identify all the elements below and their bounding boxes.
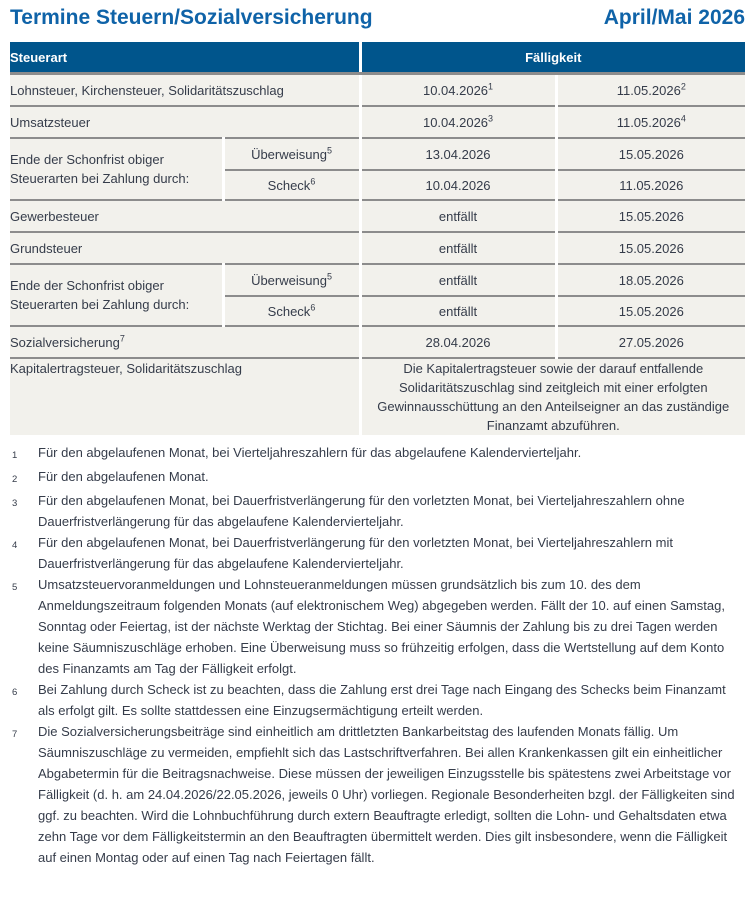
footnote-text: Für den abgelaufenen Monat, bei Dauerfristverlängerung für den vorletzten Monat, bei Vierteljahreszahlern mit Dauerfristverlängerung für das abgelaufene Kalendervierteljahr. (38, 535, 673, 571)
due-date-april: entfällt (360, 232, 556, 264)
due-date-april: 28.04.2026 (360, 326, 556, 358)
tax-type-label: Ende der Schonfrist obiger Steuerarten bei Zahlung durch: (10, 264, 223, 326)
payment-method-label: Überweisung$^5$ (223, 264, 360, 296)
footnote-text: Für den abgelaufenen Monat. (38, 469, 209, 484)
footnote-marker: 2 (12, 474, 18, 485)
footnote-ref: 5 (326, 271, 332, 282)
due-date-april: 10.04.2026$^3$ (360, 106, 556, 138)
due-date-may: 11.05.2026$^4$ (556, 106, 745, 138)
due-date-may: 11.05.2026$^2$ (556, 74, 745, 107)
due-date-may: 11.05.2026 (556, 170, 745, 200)
footnote-marker: 5 (12, 582, 18, 593)
table-row-grundsteuer (10, 232, 745, 264)
deadline-table (10, 42, 745, 435)
footnote-2 (10, 466, 745, 490)
footnote-ref: 1 (488, 81, 494, 92)
footnote-text: Die Sozialversicherungsbeiträge sind einheitlich am drittletzten Bankarbeitstag des laufenden Monats fällig. Um Säumniszuschläge zu vermeiden, empfiehlt sich das Lastschriftverfahren. Bei allen Krankenkassen gilt ein einheitlicher Abgabetermin für die Beitragsnachweise. Diese müssen der jeweiligen Einzugsstelle bis spätestens zwei Arbeitstage vor Fälligkeit (d. h. am 24.04.2026/22.05.2026, jeweils 0 Uhr) vorliegen. Regionale Besonderheiten bzgl. der Fälligkeiten sind ggf. zu beachten. Wird die Lohnbuchführung durch extern Beauftragte erledigt, sollten die Lohn- und Gehaltsdaten etwa zehn Tage vor dem Fälligkeitstermin an den Beauftragten übermittelt werden. Dies gilt insbesondere, wenn die Fälligkeit auf einen Montag oder auf einen Tag nach Feiertagen fällt. (38, 724, 735, 865)
due-date-may: 15.05.2026 (556, 232, 745, 264)
footnote-ref: 5 (326, 145, 332, 156)
column-header-steuerart: Steuerart (10, 42, 360, 74)
footnote-4 (10, 532, 745, 574)
tax-type-label: Sozialversicherung$^7$ (10, 326, 360, 358)
due-date-april: entfällt (360, 200, 556, 232)
footnote-ref: 3 (488, 113, 494, 124)
payment-method-label: Überweisung$^5$ (223, 138, 360, 170)
tax-type-label: Grundsteuer (10, 232, 360, 264)
footnote-ref: 7 (119, 333, 125, 344)
table-row-schonfrist-2-ueberweisung (10, 264, 745, 296)
table-row-kapitalertragsteuer (10, 358, 745, 435)
table-row-lohnsteuer (10, 74, 745, 107)
tax-type-label: Lohnsteuer, Kirchensteuer, Solidaritätszuschlag (10, 74, 360, 107)
due-date-may: 18.05.2026 (556, 264, 745, 296)
due-date-note: Die Kapitalertragsteuer sowie der darauf entfallende Solidaritätszuschlag sind zeitgleich mit einer erfolgten Gewinnausschüttung an den Anteilseigner an das zuständige Finanzamt abzuführen. (360, 358, 745, 435)
footnote-5 (10, 574, 745, 679)
document-header (10, 6, 745, 42)
footnote-7 (10, 721, 745, 868)
table-row-gewerbesteuer (10, 200, 745, 232)
footnote-marker: 4 (12, 540, 18, 551)
period-label: April/Mai 2026 (603, 6, 745, 29)
footnote-ref: 2 (680, 81, 686, 92)
footnote-3 (10, 490, 745, 532)
due-date-may: 15.05.2026 (556, 200, 745, 232)
tax-type-label: Gewerbesteuer (10, 200, 360, 232)
tax-type-label: Kapitalertragsteuer, Solidaritätszuschlag (10, 358, 360, 435)
footnote-ref: 6 (310, 302, 316, 313)
table-row-umsatzsteuer (10, 106, 745, 138)
table-header-row (10, 42, 745, 74)
table-row-schonfrist-1-ueberweisung (10, 138, 745, 170)
footnote-marker: 3 (12, 498, 18, 509)
tax-type-label: Ende der Schonfrist obiger Steuerarten bei Zahlung durch: (10, 138, 223, 200)
column-header-faelligkeit: Fälligkeit (360, 42, 745, 74)
footnote-text: Für den abgelaufenen Monat, bei Dauerfristverlängerung für den vorletzten Monat, bei Vierteljahreszahlern ohne Dauerfristverlängerung für das abgelaufene Kalendervierteljahr. (38, 493, 685, 529)
footnote-text: Für den abgelaufenen Monat, bei Vierteljahreszahlern für das abgelaufene Kalendervierteljahr. (38, 445, 582, 460)
payment-method-label: Scheck$^6$ (223, 170, 360, 200)
payment-method-label: Scheck$^6$ (223, 296, 360, 326)
footnote-marker: 6 (12, 687, 18, 698)
footnote-text: Bei Zahlung durch Scheck ist zu beachten, dass die Zahlung erst drei Tage nach Eingang des Schecks beim Finanzamt als erfolgt gilt. Es sollte stattdessen eine Einzugsermächtigung erteilt werden. (38, 682, 726, 718)
footnote-1 (10, 442, 745, 466)
due-date-april: entfällt (360, 264, 556, 296)
footnote-marker: 1 (12, 450, 18, 461)
due-date-april: 13.04.2026 (360, 138, 556, 170)
footnote-6 (10, 679, 745, 721)
due-date-may: 27.05.2026 (556, 326, 745, 358)
footnote-ref: 6 (310, 176, 316, 187)
footnote-marker: 7 (12, 729, 18, 740)
footnote-ref: 4 (680, 113, 686, 124)
due-date-april: entfällt (360, 296, 556, 326)
table-row-sozialversicherung (10, 326, 745, 358)
due-date-may: 15.05.2026 (556, 296, 745, 326)
page-title: Termine Steuern/Sozialversicherung (10, 6, 373, 29)
footnotes-section (10, 435, 745, 868)
tax-type-label: Umsatzsteuer (10, 106, 360, 138)
footnote-text: Umsatzsteuervoranmeldungen und Lohnsteueranmeldungen müssen grundsätzlich bis zum 10. des dem Anmeldungszeitraum folgenden Monats (auf elektronischem Weg) abgegeben werden. Fällt der 10. auf einen Samstag, Sonntag oder Feiertag, ist der nächste Werktag der Stichtag. Bei einer Säumnis der Zahlung bis zu drei Tagen werden keine Säumniszuschläge erhoben. Eine Überweisung muss so frühzeitig erfolgen, dass die Wertstellung auf dem Konto des Finanzamts am Tag der Fälligkeit erfolgt. (38, 577, 725, 676)
due-date-april: 10.04.2026 (360, 170, 556, 200)
due-date-april: 10.04.2026$^1$ (360, 74, 556, 107)
due-date-may: 15.05.2026 (556, 138, 745, 170)
